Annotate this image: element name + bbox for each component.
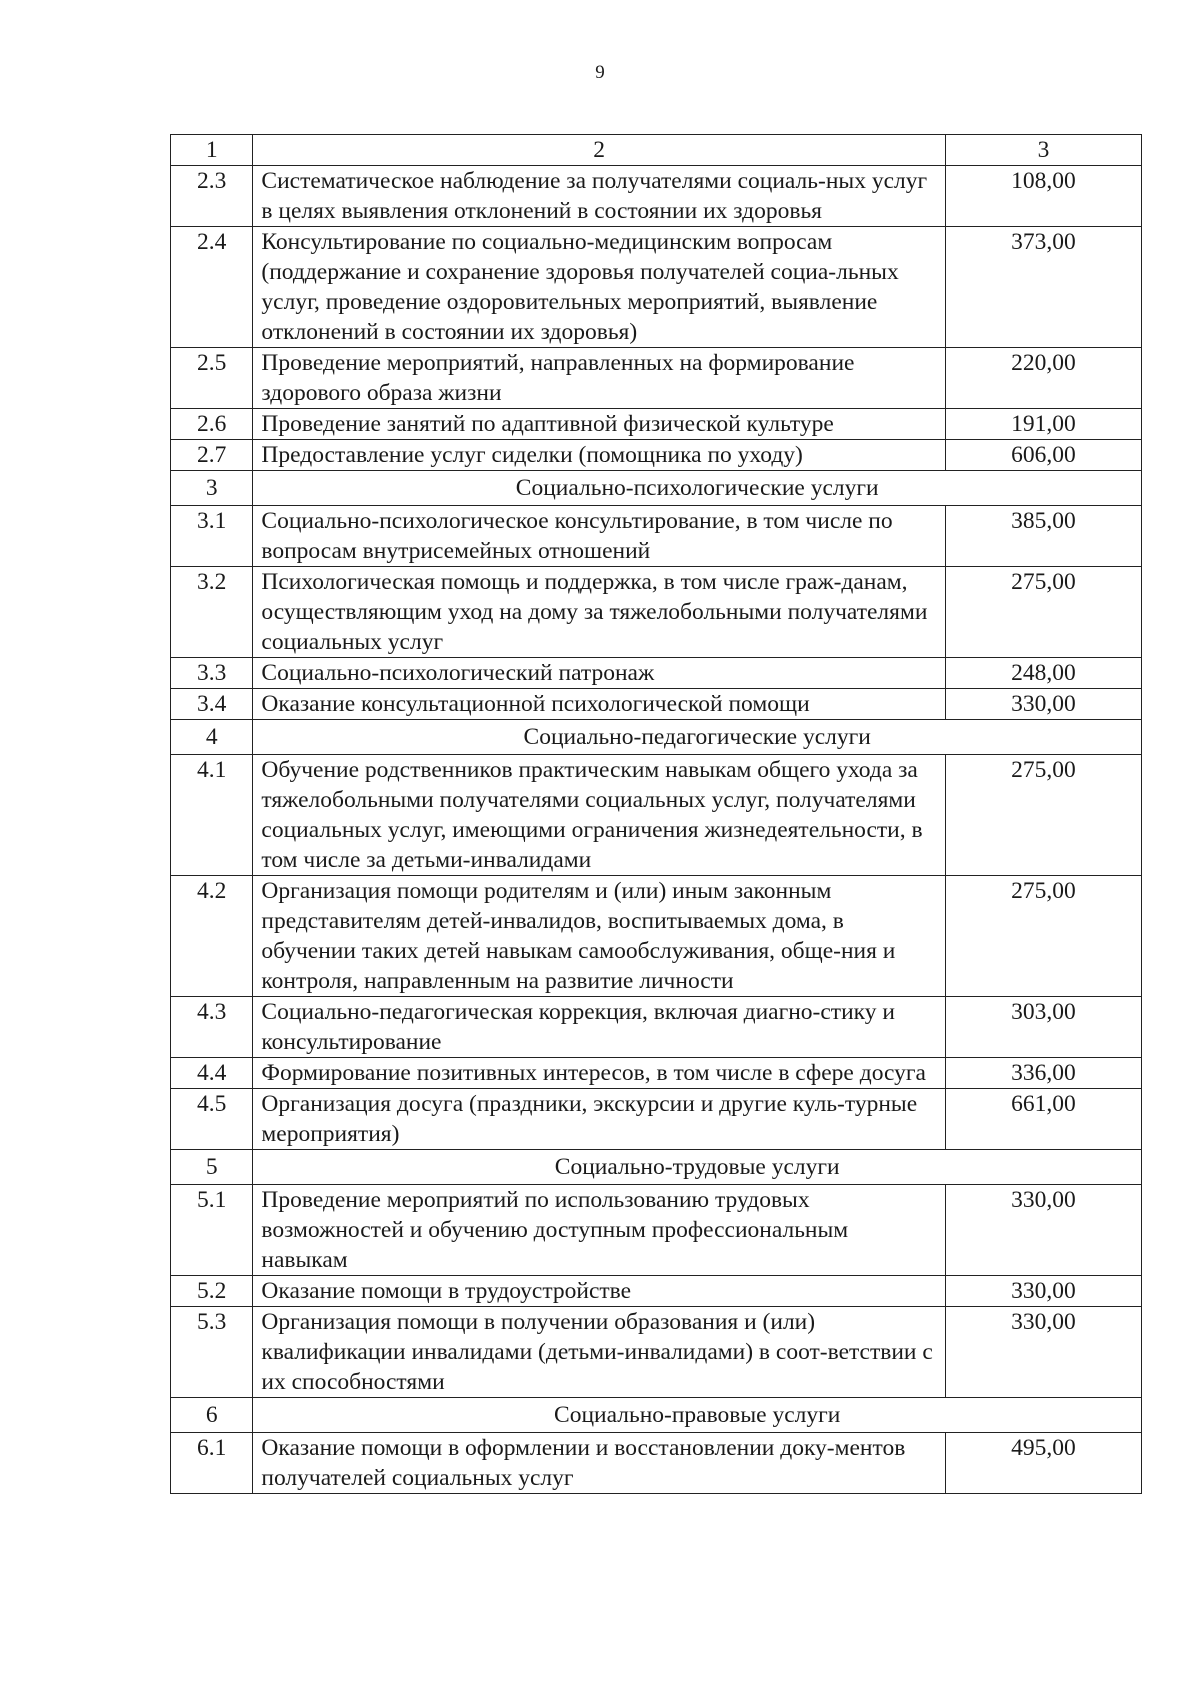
section-header-row bbox=[171, 471, 1142, 506]
service-price: 275,00 bbox=[945, 876, 1141, 997]
service-price: 606,00 bbox=[945, 440, 1141, 471]
row-number: 4.2 bbox=[171, 876, 253, 997]
service-description: Организация досуга (праздники, экскурсии и другие куль-турные мероприятия) bbox=[253, 1089, 946, 1150]
service-price: 661,00 bbox=[945, 1089, 1141, 1150]
service-row bbox=[171, 348, 1142, 409]
service-row bbox=[171, 1433, 1142, 1494]
service-price: 385,00 bbox=[945, 506, 1141, 567]
service-price: 373,00 bbox=[945, 227, 1141, 348]
row-number: 3.4 bbox=[171, 689, 253, 720]
service-description: Предоставление услуг сиделки (помощника по уходу) bbox=[253, 440, 946, 471]
header-col-2: 2 bbox=[253, 135, 946, 166]
row-number: 4.3 bbox=[171, 997, 253, 1058]
row-number: 2.5 bbox=[171, 348, 253, 409]
page-number: 9 bbox=[595, 62, 605, 83]
service-row bbox=[171, 876, 1142, 997]
service-row bbox=[171, 1307, 1142, 1398]
header-col-1: 1 bbox=[171, 135, 253, 166]
service-row bbox=[171, 227, 1142, 348]
service-price: 330,00 bbox=[945, 689, 1141, 720]
section-header-row bbox=[171, 1398, 1142, 1433]
service-description: Оказание помощи в трудоустройстве bbox=[253, 1276, 946, 1307]
row-number: 3.2 bbox=[171, 567, 253, 658]
services-price-table bbox=[170, 134, 1142, 1494]
service-row bbox=[171, 567, 1142, 658]
row-number: 3.1 bbox=[171, 506, 253, 567]
row-number: 2.3 bbox=[171, 166, 253, 227]
row-number: 4 bbox=[171, 720, 253, 755]
service-description: Систематическое наблюдение за получателями социаль-ных услуг в целях выявления отклонений в состоянии их здоровья bbox=[253, 166, 946, 227]
service-price: 330,00 bbox=[945, 1276, 1141, 1307]
section-header-row bbox=[171, 1150, 1142, 1185]
row-number: 4.5 bbox=[171, 1089, 253, 1150]
row-number: 2.4 bbox=[171, 227, 253, 348]
section-title: Социально-психологические услуги bbox=[253, 471, 1142, 506]
row-number: 3 bbox=[171, 471, 253, 506]
service-row bbox=[171, 506, 1142, 567]
service-price: 108,00 bbox=[945, 166, 1141, 227]
service-description: Формирование позитивных интересов, в том числе в сфере досуга bbox=[253, 1058, 946, 1089]
service-description: Проведение мероприятий по использованию трудовых возможностей и обучению доступным профессиональным навыкам bbox=[253, 1185, 946, 1276]
service-row bbox=[171, 1185, 1142, 1276]
row-number: 5.1 bbox=[171, 1185, 253, 1276]
section-header-row bbox=[171, 720, 1142, 755]
section-title: Социально-педагогические услуги bbox=[253, 720, 1142, 755]
section-title: Социально-трудовые услуги bbox=[253, 1150, 1142, 1185]
service-row bbox=[171, 689, 1142, 720]
service-description: Проведение мероприятий, направленных на формирование здорового образа жизни bbox=[253, 348, 946, 409]
service-price: 191,00 bbox=[945, 409, 1141, 440]
service-price: 275,00 bbox=[945, 567, 1141, 658]
row-number: 3.3 bbox=[171, 658, 253, 689]
service-price: 330,00 bbox=[945, 1185, 1141, 1276]
row-number: 5.3 bbox=[171, 1307, 253, 1398]
service-description: Психологическая помощь и поддержка, в том числе граж-данам, осуществляющим уход на дому за тяжелобольными получателями социальных услуг bbox=[253, 567, 946, 658]
service-price: 220,00 bbox=[945, 348, 1141, 409]
service-row bbox=[171, 755, 1142, 876]
service-row bbox=[171, 1276, 1142, 1307]
row-number: 4.4 bbox=[171, 1058, 253, 1089]
row-number: 6 bbox=[171, 1398, 253, 1433]
service-description: Обучение родственников практическим навыкам общего ухода за тяжелобольными получателями социальных услуг, получателями социальных услуг, имеющими ограничения жизнедеятельности, в том числе за детьми-инвалидами bbox=[253, 755, 946, 876]
service-row bbox=[171, 440, 1142, 471]
header-col-3: 3 bbox=[945, 135, 1141, 166]
service-description: Социально-психологический патронаж bbox=[253, 658, 946, 689]
table-header-row bbox=[171, 135, 1142, 166]
row-number: 6.1 bbox=[171, 1433, 253, 1494]
service-row bbox=[171, 1089, 1142, 1150]
service-row bbox=[171, 166, 1142, 227]
service-description: Социально-психологическое консультирование, в том числе по вопросам внутрисемейных отношений bbox=[253, 506, 946, 567]
row-number: 4.1 bbox=[171, 755, 253, 876]
service-price: 336,00 bbox=[945, 1058, 1141, 1089]
service-row bbox=[171, 409, 1142, 440]
service-description: Социально-педагогическая коррекция, включая диагно-стику и консультирование bbox=[253, 997, 946, 1058]
service-row bbox=[171, 1058, 1142, 1089]
row-number: 2.6 bbox=[171, 409, 253, 440]
service-description: Организация помощи в получении образования и (или) квалификации инвалидами (детьми-инвалидами) в соот-ветствии с их способностями bbox=[253, 1307, 946, 1398]
service-price: 330,00 bbox=[945, 1307, 1141, 1398]
service-description: Оказание помощи в оформлении и восстановлении доку-ментов получателей социальных услуг bbox=[253, 1433, 946, 1494]
service-description: Консультирование по социально-медицинским вопросам (поддержание и сохранение здоровья получателей социа-льных услуг, проведение оздоровительных мероприятий, выявление отклонений в состоянии их здоровья) bbox=[253, 227, 946, 348]
row-number: 5 bbox=[171, 1150, 253, 1185]
service-description: Организация помощи родителям и (или) иным законным представителям детей-инвалидов, воспитываемых дома, в обучении таких детей навыкам самообслуживания, обще-ния и контроля, направленным на развитие личности bbox=[253, 876, 946, 997]
service-row bbox=[171, 997, 1142, 1058]
row-number: 5.2 bbox=[171, 1276, 253, 1307]
service-price: 248,00 bbox=[945, 658, 1141, 689]
service-row bbox=[171, 658, 1142, 689]
service-description: Оказание консультационной психологической помощи bbox=[253, 689, 946, 720]
service-price: 495,00 bbox=[945, 1433, 1141, 1494]
service-price: 303,00 bbox=[945, 997, 1141, 1058]
section-title: Социально-правовые услуги bbox=[253, 1398, 1142, 1433]
service-price: 275,00 bbox=[945, 755, 1141, 876]
row-number: 2.7 bbox=[171, 440, 253, 471]
service-description: Проведение занятий по адаптивной физической культуре bbox=[253, 409, 946, 440]
